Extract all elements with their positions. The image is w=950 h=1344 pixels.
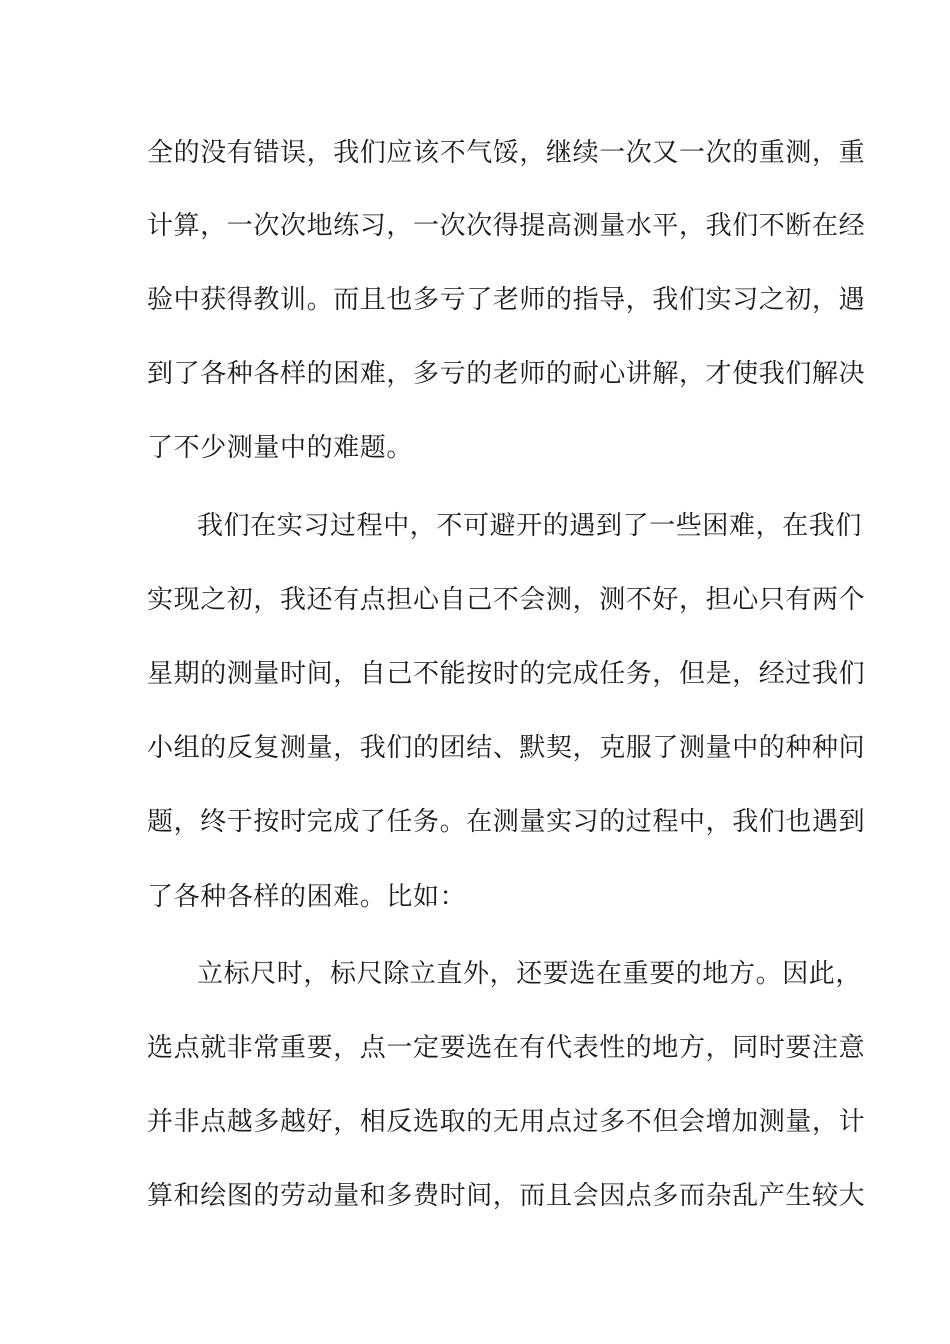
- text-line: 题，终于按时完成了任务。在测量实习的过程中，我们也遇到: [147, 807, 866, 837]
- text-line: 小组的反复测量，我们的团结、默契，克服了测量中的种种问: [147, 733, 866, 763]
- text-line: 到了各种各样的困难，多亏的老师的耐心讲解，才使我们解决: [147, 359, 866, 389]
- text-line: 立标尺时，标尺除立直外，还要选在重要的地方。因此，: [197, 959, 863, 989]
- text-line: 我们在实习过程中，不可避开的遇到了一些困难，在我们: [197, 511, 863, 541]
- text-line: 了各种各样的困难。比如：: [147, 882, 467, 912]
- text-line: 并非点越多越好，相反选取的无用点过多不但会增加测量，计: [147, 1107, 866, 1137]
- text-line: 计算，一次次地练习，一次次得提高测量水平，我们不断在经: [147, 211, 866, 241]
- text-line: 算和绘图的劳动量和多费时间，而且会因点多而杂乱产生较大: [147, 1181, 866, 1211]
- text-line: 星期的测量时间，自己不能按时的完成任务，但是，经过我们: [147, 659, 866, 689]
- text-line: 验中获得教训。而且也多亏了老师的指导，我们实习之初，遇: [147, 285, 866, 315]
- text-line: 实现之初，我还有点担心自己不会测，测不好，担心只有两个: [147, 585, 866, 615]
- text-line: 全的没有错误，我们应该不气馁，继续一次又一次的重测，重: [147, 138, 866, 168]
- text-line: 选点就非常重要，点一定要选在有代表性的地方，同时要注意: [147, 1033, 866, 1063]
- text-line: 了不少测量中的难题。: [147, 433, 414, 463]
